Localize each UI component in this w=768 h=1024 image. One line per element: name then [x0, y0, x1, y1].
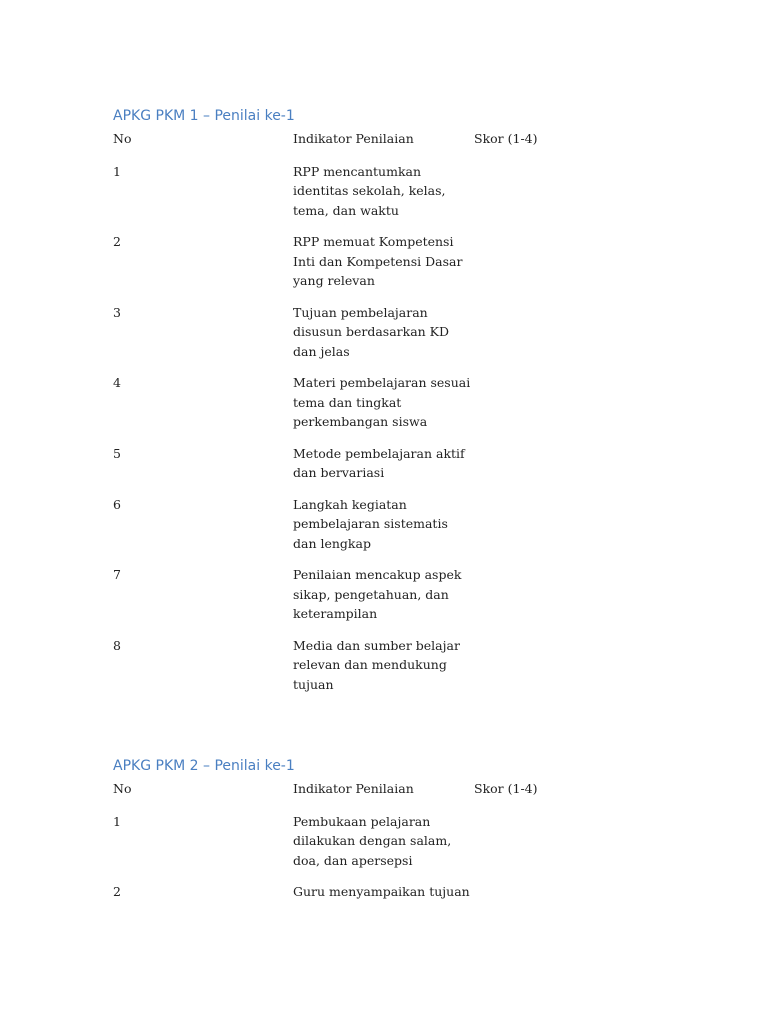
row-score	[474, 303, 594, 362]
row-number: 6	[113, 496, 121, 512]
row-number: 1	[113, 813, 121, 829]
table-row	[113, 444, 673, 483]
header-no: No	[113, 781, 132, 796]
row-indicator: Tujuan pembelajaran disusun berdasarkan KD dan jelas	[293, 304, 450, 359]
section-title: APKG PKM 2 – Penilai ke-1	[113, 758, 295, 774]
table-row	[113, 882, 673, 902]
row-score	[474, 162, 594, 221]
row-score	[474, 812, 594, 871]
header-score: Skor (1-4)	[474, 781, 538, 796]
row-indicator: Materi pembelajaran sesuai tema dan tingkat perkembangan siswa	[293, 375, 471, 429]
table-header	[113, 129, 673, 149]
header-indicator: Indikator Penilaian	[293, 781, 414, 796]
row-score	[474, 232, 594, 291]
row-score	[474, 444, 594, 483]
row-number: 3	[113, 304, 121, 320]
table-row	[113, 162, 673, 221]
header-no: No	[113, 131, 132, 146]
row-number: 2	[113, 884, 121, 899]
row-score	[474, 882, 594, 902]
row-indicator: Pembukaan pelajaran dilakukan dengan salam, doa, dan apersepsi	[293, 813, 452, 868]
row-score	[474, 565, 594, 624]
row-number: 7	[113, 567, 121, 582]
table-row	[113, 812, 673, 871]
row-number: 5	[113, 445, 121, 461]
row-score	[474, 495, 594, 554]
apkg-section-1	[113, 106, 673, 706]
table-row	[113, 495, 673, 554]
row-indicator: Guru menyampaikan tujuan	[293, 884, 470, 899]
table-row	[113, 232, 673, 291]
header-score: Skor (1-4)	[474, 131, 538, 146]
table-header	[113, 779, 673, 799]
section-title: APKG PKM 1 – Penilai ke-1	[113, 108, 295, 124]
table-row	[113, 303, 673, 362]
table-row	[113, 565, 673, 624]
apkg-section-2	[113, 756, 673, 914]
row-score	[474, 373, 594, 432]
row-number: 4	[113, 375, 121, 390]
table-row	[113, 636, 673, 695]
row-indicator: Penilaian mencakup aspek sikap, pengetahuan, dan keterampilan	[293, 567, 462, 621]
row-number: 8	[113, 637, 121, 653]
row-indicator: Media dan sumber belajar relevan dan mendukung tujuan	[293, 637, 460, 692]
header-indicator: Indikator Penilaian	[293, 131, 414, 146]
row-indicator: RPP memuat Kompetensi Inti dan Kompetensi Dasar yang relevan	[293, 234, 463, 288]
row-number: 2	[113, 234, 121, 249]
row-number: 1	[113, 163, 121, 179]
row-indicator: Metode pembelajaran aktif dan bervariasi	[293, 445, 465, 480]
table-row	[113, 373, 673, 432]
row-indicator: RPP mencantumkan identitas sekolah, kelas, tema, dan waktu	[293, 163, 446, 218]
row-indicator: Langkah kegiatan pembelajaran sistematis dan lengkap	[293, 496, 448, 551]
row-score	[474, 636, 594, 695]
